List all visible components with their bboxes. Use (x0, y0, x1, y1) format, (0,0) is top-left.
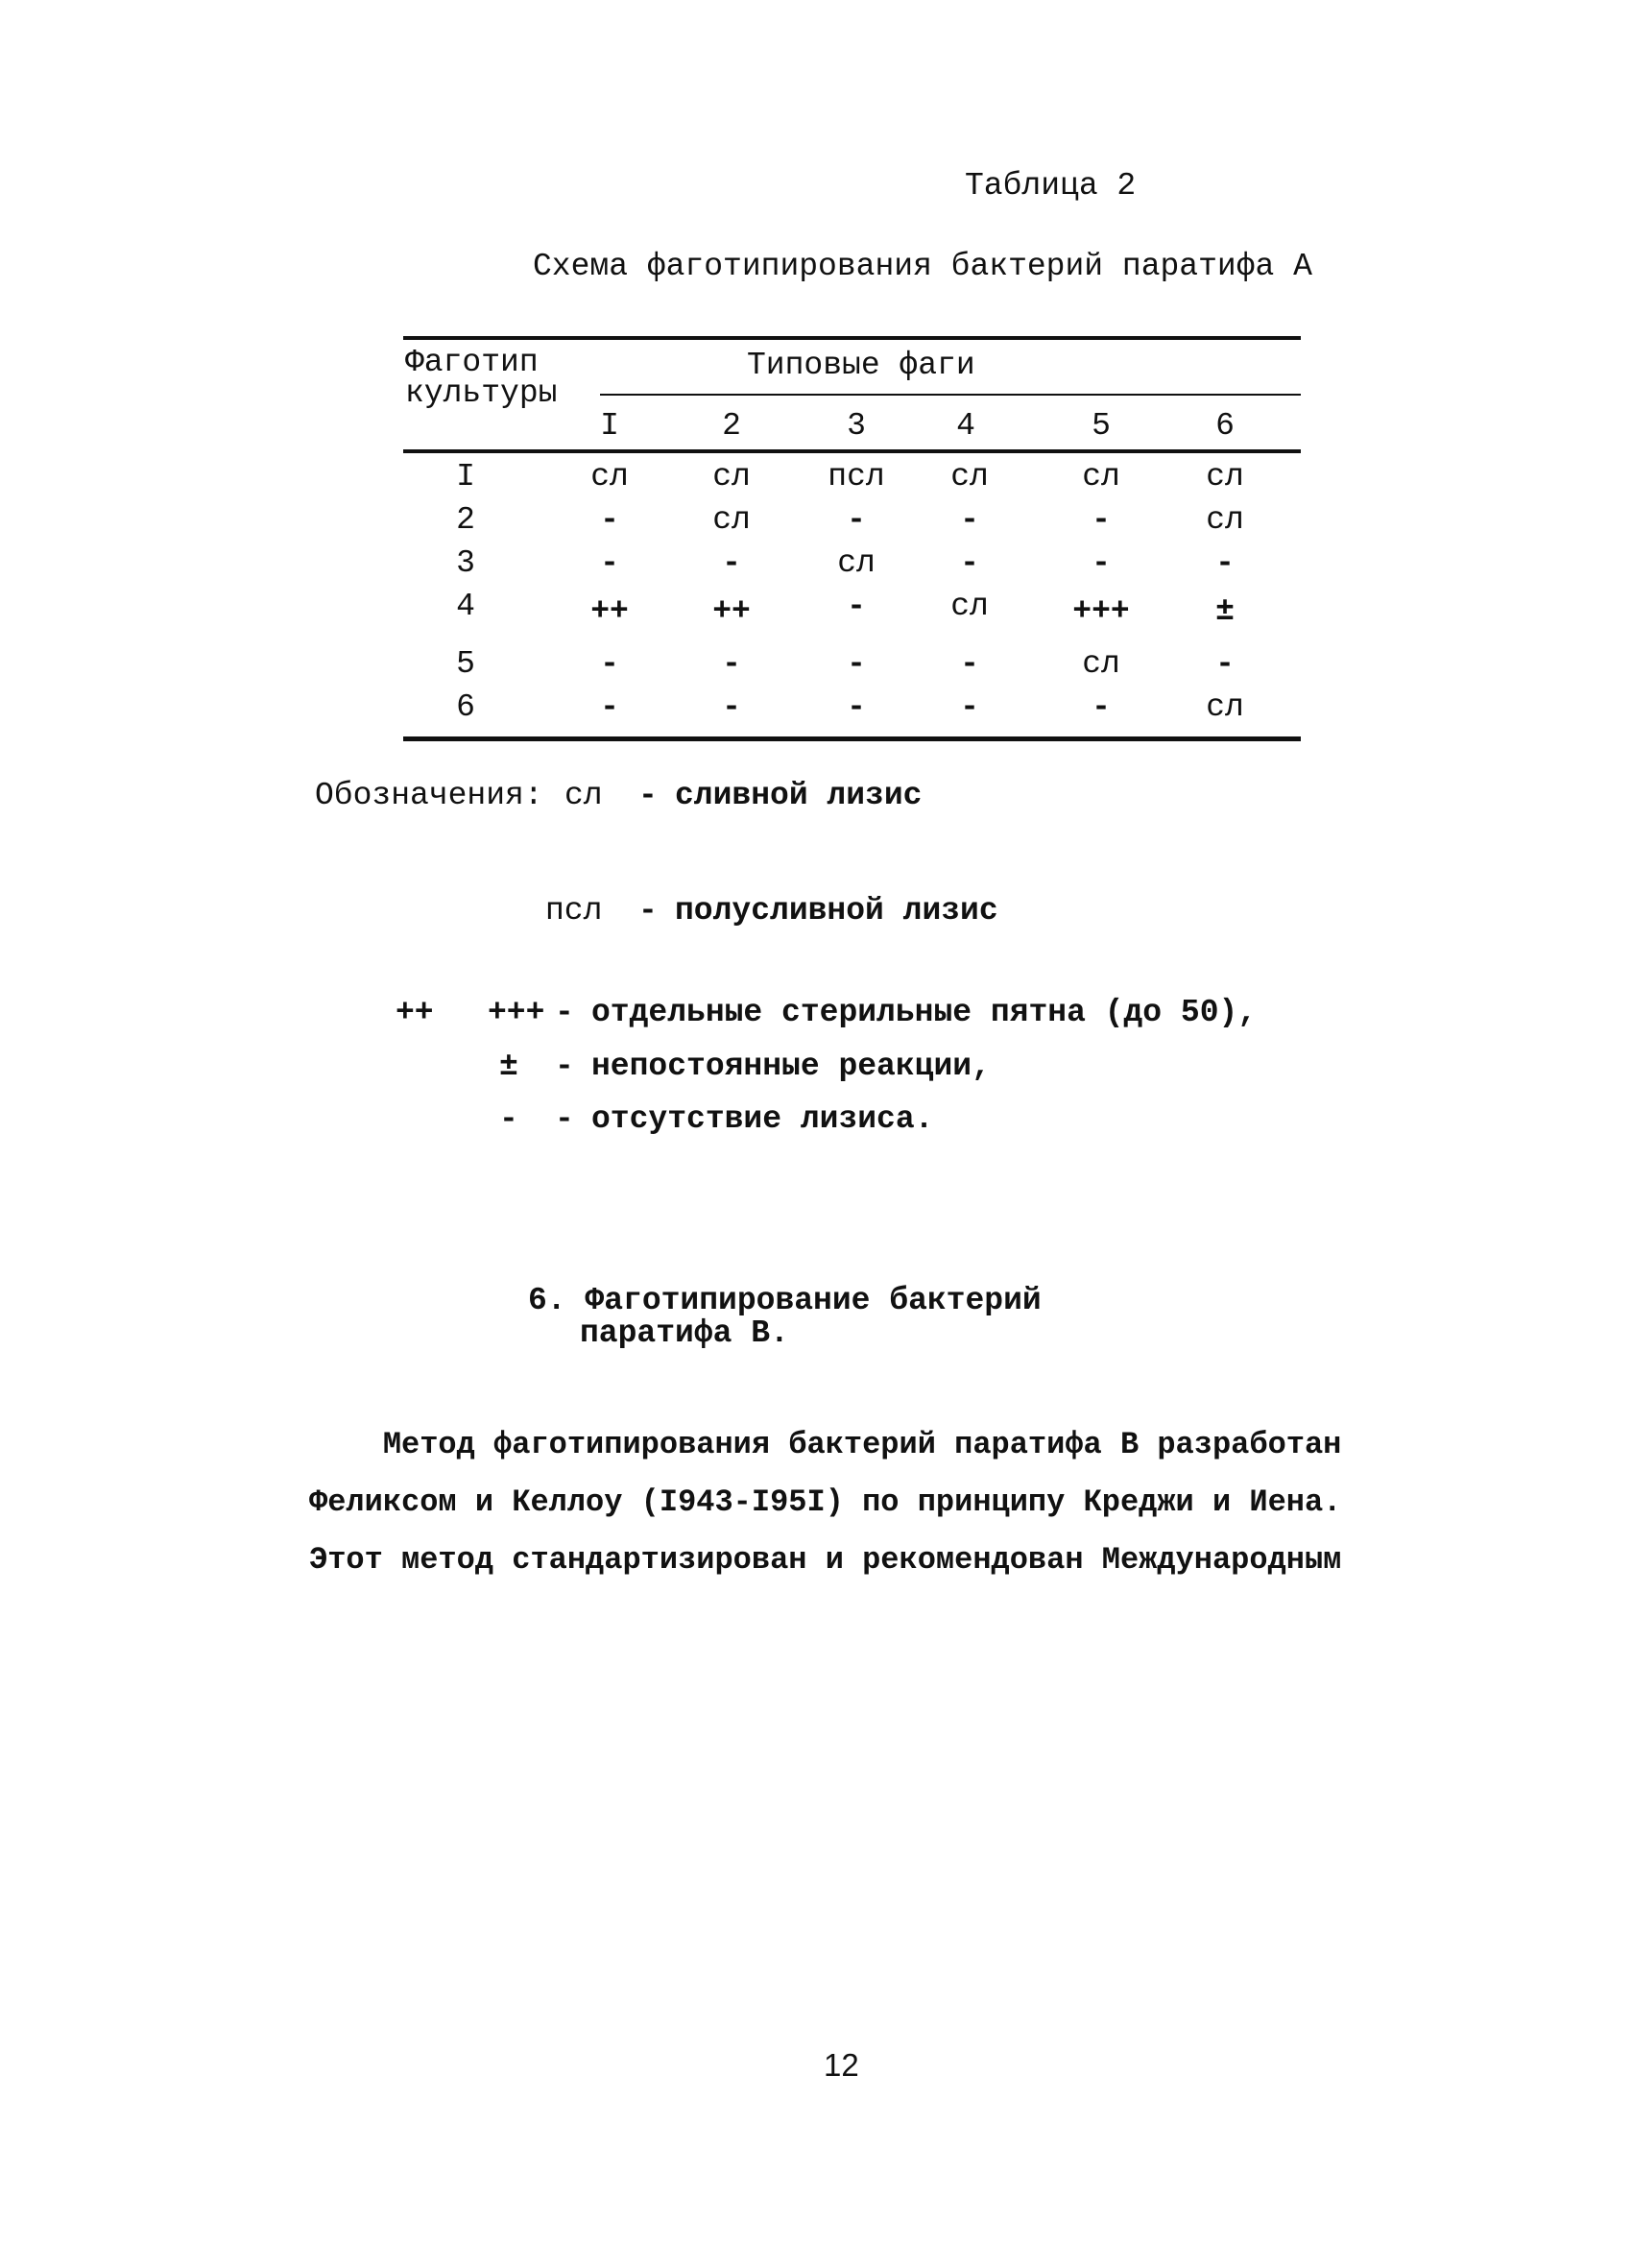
column-header: 3 (847, 408, 866, 444)
table-cell: - (600, 545, 619, 581)
table-cell: сл (1206, 459, 1244, 495)
table-cell: сл (1206, 502, 1244, 538)
table-cell: - (722, 545, 741, 581)
table-cell: сл (950, 459, 989, 495)
table-cell: - (1092, 689, 1111, 725)
section-heading-line1: 6. Фаготипирование бактерий (528, 1283, 1042, 1318)
legend-code: псл (545, 893, 603, 929)
legend-dash: - (638, 778, 658, 813)
body-line: Феликсом и Келлоу (I943-I95I) по принципу Креджи и Иена. (309, 1484, 1342, 1520)
table-cell: - (1092, 545, 1111, 581)
table-cell: сл (837, 545, 876, 581)
table-cell: - (847, 589, 866, 624)
column-header: 6 (1215, 408, 1235, 444)
table-caption: Схема фаготипирования бактерий паратифа А (533, 249, 1312, 284)
section-heading (528, 1285, 1042, 1350)
legend-dash: - (555, 995, 574, 1030)
table-cell: сл (712, 502, 751, 538)
table-cell: сл (1082, 646, 1120, 682)
legend-dash: - (555, 1101, 574, 1137)
table-cell: сл (950, 589, 989, 624)
table-cell: - (1092, 502, 1111, 538)
legend-intro: Обозначения: (315, 778, 543, 813)
legend-text: сливной лизис (675, 778, 923, 813)
table-group-rule (600, 394, 1301, 396)
table-cell: ++ (590, 593, 629, 629)
table-cell: - (1215, 545, 1235, 581)
row-header (405, 345, 558, 411)
table-cell: +++ (1072, 593, 1130, 629)
legend-code: ++ (396, 995, 434, 1030)
legend-text: полусливной лизис (675, 893, 998, 929)
legend-code: ± (499, 1049, 518, 1084)
table-cell: - (722, 646, 741, 682)
column-header: 4 (956, 408, 975, 444)
table-cell: - (960, 545, 979, 581)
table-cell: - (600, 689, 619, 725)
row-label: I (456, 459, 475, 495)
legend-dash: - (638, 893, 658, 929)
legend-text: непостоянные реакции, (591, 1049, 991, 1084)
body-line: Этот метод стандартизирован и рекомендован Международным (309, 1542, 1342, 1578)
column-header: 5 (1092, 408, 1111, 444)
table-cell: сл (590, 459, 629, 495)
row-label: 4 (456, 589, 475, 624)
table-cell: - (960, 646, 979, 682)
column-header: I (600, 408, 619, 444)
row-header-line2: культуры (405, 375, 558, 411)
legend-code: сл (564, 778, 603, 813)
table-cell: - (960, 689, 979, 725)
body-line: Метод фаготипирования бактерий паратифа В разработан (309, 1427, 1342, 1462)
row-label: 3 (456, 545, 475, 581)
table-cell: - (722, 689, 741, 725)
table-label: Таблица 2 (965, 168, 1137, 204)
table-bottom-rule (403, 736, 1301, 741)
table-cell: - (1215, 646, 1235, 682)
row-label: 5 (456, 646, 475, 682)
column-header: 2 (722, 408, 741, 444)
table-cell: псл (828, 459, 885, 495)
table-cell: - (847, 646, 866, 682)
table-header-rule (403, 449, 1301, 453)
legend-text: отсутствие лизиса. (591, 1101, 934, 1137)
body-paragraph (309, 1416, 1341, 1589)
table-cell: ++ (712, 593, 751, 629)
table-cell: сл (1206, 689, 1244, 725)
table-cell: - (600, 502, 619, 538)
row-header-line1: Фаготип (405, 345, 539, 380)
legend-dash: - (555, 1049, 574, 1084)
table-cell: сл (712, 459, 751, 495)
legend-code: - (499, 1101, 518, 1137)
table-cell: - (960, 502, 979, 538)
table-cell: - (847, 502, 866, 538)
page-number: 12 (824, 2047, 859, 2083)
legend-text: отдельные стерильные пятна (до 50), (591, 995, 1258, 1030)
table-cell: - (600, 646, 619, 682)
section-heading-line2: паратифа В. (580, 1315, 789, 1351)
table-top-rule (403, 336, 1301, 340)
table-cell: - (847, 689, 866, 725)
legend-code: +++ (488, 995, 545, 1030)
column-group-header: Типовые фаги (747, 348, 975, 383)
table-cell: ± (1215, 593, 1235, 629)
row-label: 2 (456, 502, 475, 538)
table-cell: сл (1082, 459, 1120, 495)
row-label: 6 (456, 689, 475, 725)
